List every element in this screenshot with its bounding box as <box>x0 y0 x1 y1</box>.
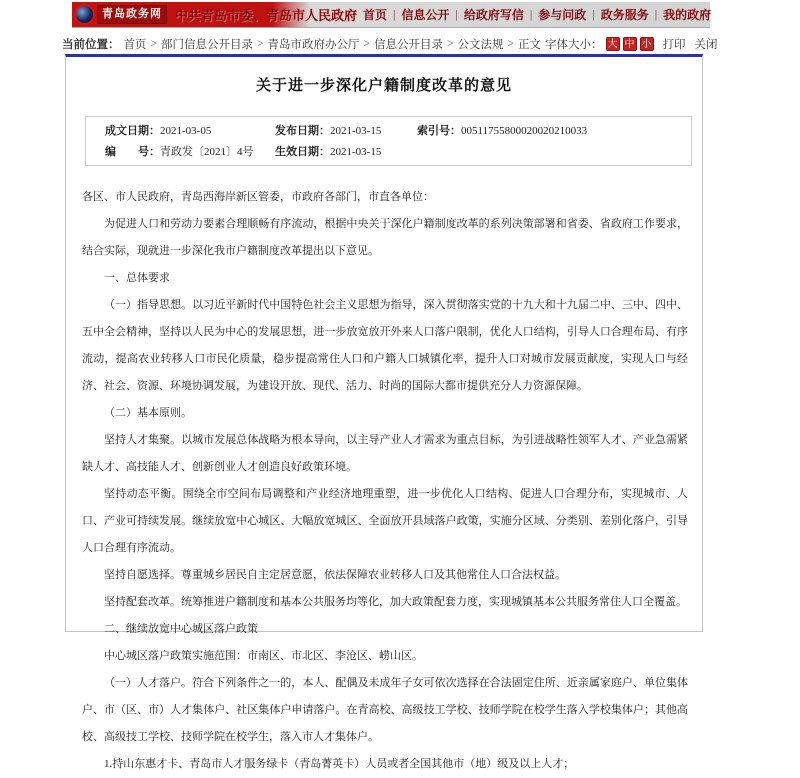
doc-paragraph: （二）基本原则。 <box>104 407 192 419</box>
doc-section-heading: 一、总体要求 <box>104 272 170 284</box>
nav-separator: | <box>455 7 458 21</box>
doc-paragraph: 各区、市人民政府，青岛西海岸新区管委，市政府各部门，市直各单位： <box>82 191 434 203</box>
doc-paragraph: 中心城区落户政策实施范围：市南区、市北区、李沧区、崂山区。 <box>104 650 423 662</box>
nav-item-info-disclosure[interactable]: 信息公开 <box>401 8 450 22</box>
font-size-toolbar <box>545 36 718 52</box>
nav-item-services[interactable]: 政务服务 <box>600 8 649 22</box>
meta-doc-number: 编 号：青政发〔2021〕4号 <box>105 146 254 158</box>
nav-item-write-to-gov[interactable]: 给政府写信 <box>463 8 524 22</box>
document-title: 关于进一步深化户籍制度改革的意见 <box>255 78 512 94</box>
document-body <box>82 184 688 778</box>
doc-section-heading: 二、继续放宽中心城区落户政策 <box>104 623 258 635</box>
breadcrumb-separator: > <box>507 37 514 50</box>
doc-paragraph: 为促进人口和劳动力要素合理顺畅有序流动，根据中央关于深化户籍制度改革的系列决策部署和省委、省政府工作要求，结合实际，现就进一步深化我市户籍制度改革提出以下意见。 <box>82 218 688 257</box>
nav-separator: | <box>393 7 396 21</box>
logo-text: 青岛政务网 <box>97 5 167 24</box>
meta-publish-date: 发布日期：2021-03-15 <box>275 125 382 137</box>
breadcrumb-separator: > <box>447 37 454 50</box>
nav-separator: | <box>529 7 533 21</box>
doc-paragraph: 坚持配套改革。统筹推进户籍制度和基本公共服务均等化，加大政策配套力度，实现城镇基本公共服务常住人口全覆盖。 <box>104 596 687 608</box>
breadcrumb-item-current: 正文 <box>518 38 541 51</box>
meta-effective-date: 生效日期：2021-03-15 <box>275 146 382 158</box>
print-button[interactable]: 打印 <box>662 38 686 51</box>
doc-paragraph: （一）指导思想。以习近平新时代中国特色社会主义思想为指导，深入贯彻落实党的十九大和十九届二中、三中、四中、五中全会精神，坚持以人民为中心的发展思想，进一步放宽放开外来人口落户限制，优化人口结构，引导人口合理布局、有序流动，提高农业转移人口市民化质量，稳步提高常住人口和户籍人口城镇化率，提升人口对城市发展贡献度，实现人口与经济、社会、资源、环境协调发展，为建设开放、现代、活力、时尚的国际大都市提供充分人力资源保障。 <box>82 299 688 392</box>
breadcrumb-item-info-directory[interactable]: 信息公开目录 <box>374 38 443 51</box>
document-panel <box>65 54 703 770</box>
font-medium-button[interactable]: 中 <box>624 38 635 50</box>
breadcrumb-separator: > <box>257 37 264 50</box>
main-nav <box>357 6 717 23</box>
breadcrumb-item-home[interactable]: 首页 <box>123 38 147 51</box>
document-meta-table <box>85 116 692 166</box>
header-bar <box>72 2 710 28</box>
breadcrumb-separator: > <box>363 37 370 50</box>
nav-item-participate[interactable]: 参与问政 <box>538 8 587 22</box>
nav-item-my-gov[interactable]: 我的政府 <box>663 8 712 22</box>
meta-written-date: 成文日期：2021-03-05 <box>105 125 212 137</box>
breadcrumb-label: 当前位置： <box>62 38 120 51</box>
doc-paragraph: 坚持人才集聚。以城市发展总体战略为根本导向，以主导产业人才需求为重点目标，为引进战略性领军人才、产业急需紧缺人才、高技能人才、创新创业人才创造良好政策环境。 <box>82 434 688 473</box>
meta-index-number: 索引号：00511755800020020210033 <box>417 125 588 137</box>
doc-paragraph: （一）人才落户。符合下列条件之一的，本人、配偶及未成年子女可依次选择在合法固定住所、近亲属家庭户、单位集体户、市（区、市）人才集体户、社区集体户申请落户。在青高校、高级技工学校、技师学院在校学生落入学校集体户；其他高校、高级技工学校、技师学院在校学生，落入市人才集体户。 <box>82 677 688 743</box>
doc-paragraph: 1.持山东惠才卡、青岛市人才服务绿卡（青岛菁英卡）人员或者全国其他市（地）级及以上人才； <box>104 758 575 770</box>
breadcrumb-item-dept-directory[interactable]: 部门信息公开目录 <box>161 38 253 51</box>
nav-item-home[interactable]: 首页 <box>363 8 388 22</box>
breadcrumb-item-gov-office[interactable]: 青岛市政府办公厅 <box>267 38 360 51</box>
nav-separator: | <box>654 7 658 21</box>
breadcrumb-separator: > <box>150 37 157 50</box>
meta-row <box>105 121 691 142</box>
font-large-button[interactable]: 大 <box>607 38 618 50</box>
globe-icon <box>74 4 95 25</box>
doc-paragraph: 坚持自愿选择。尊重城乡居民自主定居意愿，依法保障农业转移人口及其他常住人口合法权益。 <box>104 569 566 581</box>
site-title: 中共青岛市委、青岛市人民政府 <box>175 8 358 23</box>
breadcrumb-item-regulations[interactable]: 公文法规 <box>457 38 504 51</box>
doc-paragraph: 坚持动态平衡。围绕全市空间布局调整和产业经济地理重塑，进一步优化人口结构、促进人口合理分布，实现城市、人口、产业可持续发展。继续放宽中心城区、大幅放宽城区、全面放开县域落户政策，实施分区域、分类别、差别化落户，引导人口合理有序流动。 <box>82 488 688 554</box>
nav-separator: | <box>592 7 595 21</box>
close-button[interactable]: 关闭 <box>694 38 718 51</box>
meta-row <box>105 142 691 163</box>
font-small-button[interactable]: 小 <box>641 38 652 50</box>
font-size-label: 字体大小： <box>545 38 603 51</box>
breadcrumb-toolbar-row <box>62 35 718 52</box>
site-logo[interactable] <box>74 4 167 25</box>
